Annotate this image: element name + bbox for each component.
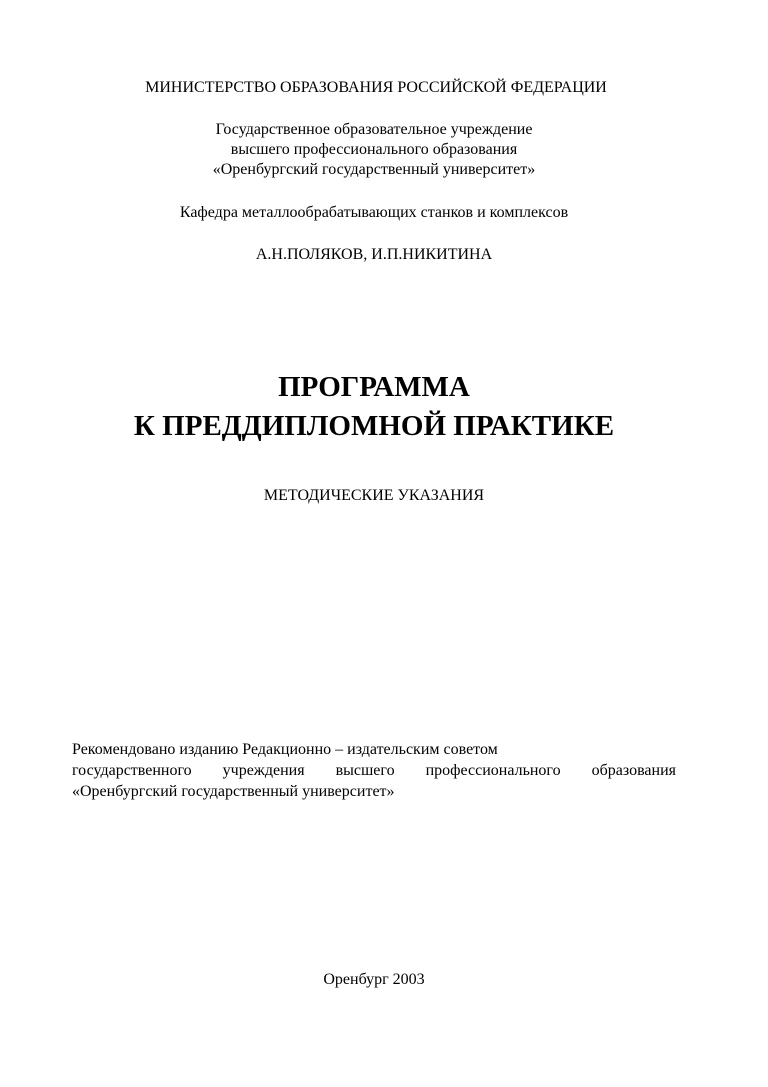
place-year: Оренбург 2003 <box>323 971 425 988</box>
department-name: Кафедра металлообрабатывающих станков и комплексов <box>179 204 569 221</box>
institution-line-2: высшего профессионального образования <box>230 141 518 158</box>
recommendation-line-1: Рекомендовано изданию Редакционно – издательским советом <box>72 741 498 758</box>
institution-line-1: Государственное образовательное учреждение <box>215 121 533 138</box>
title-line-2: К ПРЕДДИПЛОМНОЙ ПРАКТИКЕ <box>133 410 615 442</box>
subtitle: МЕТОДИЧЕСКИЕ УКАЗАНИЯ <box>263 487 485 504</box>
recommendation-line-3: «Оренбургский государственный университет» <box>72 783 395 800</box>
title-line-1: ПРОГРАММА <box>278 371 470 403</box>
ministry-heading: МИНИСТЕРСТВО ОБРАЗОВАНИЯ РОССИЙСКОЙ ФЕДЕРАЦИИ <box>145 79 607 96</box>
recommendation-line-2: государственного учреждения высшего профессионального образования <box>72 762 676 779</box>
institution-line-3: «Оренбургский государственный университет» <box>212 161 536 178</box>
authors: А.Н.ПОЛЯКОВ, И.П.НИКИТИНА <box>255 246 493 263</box>
